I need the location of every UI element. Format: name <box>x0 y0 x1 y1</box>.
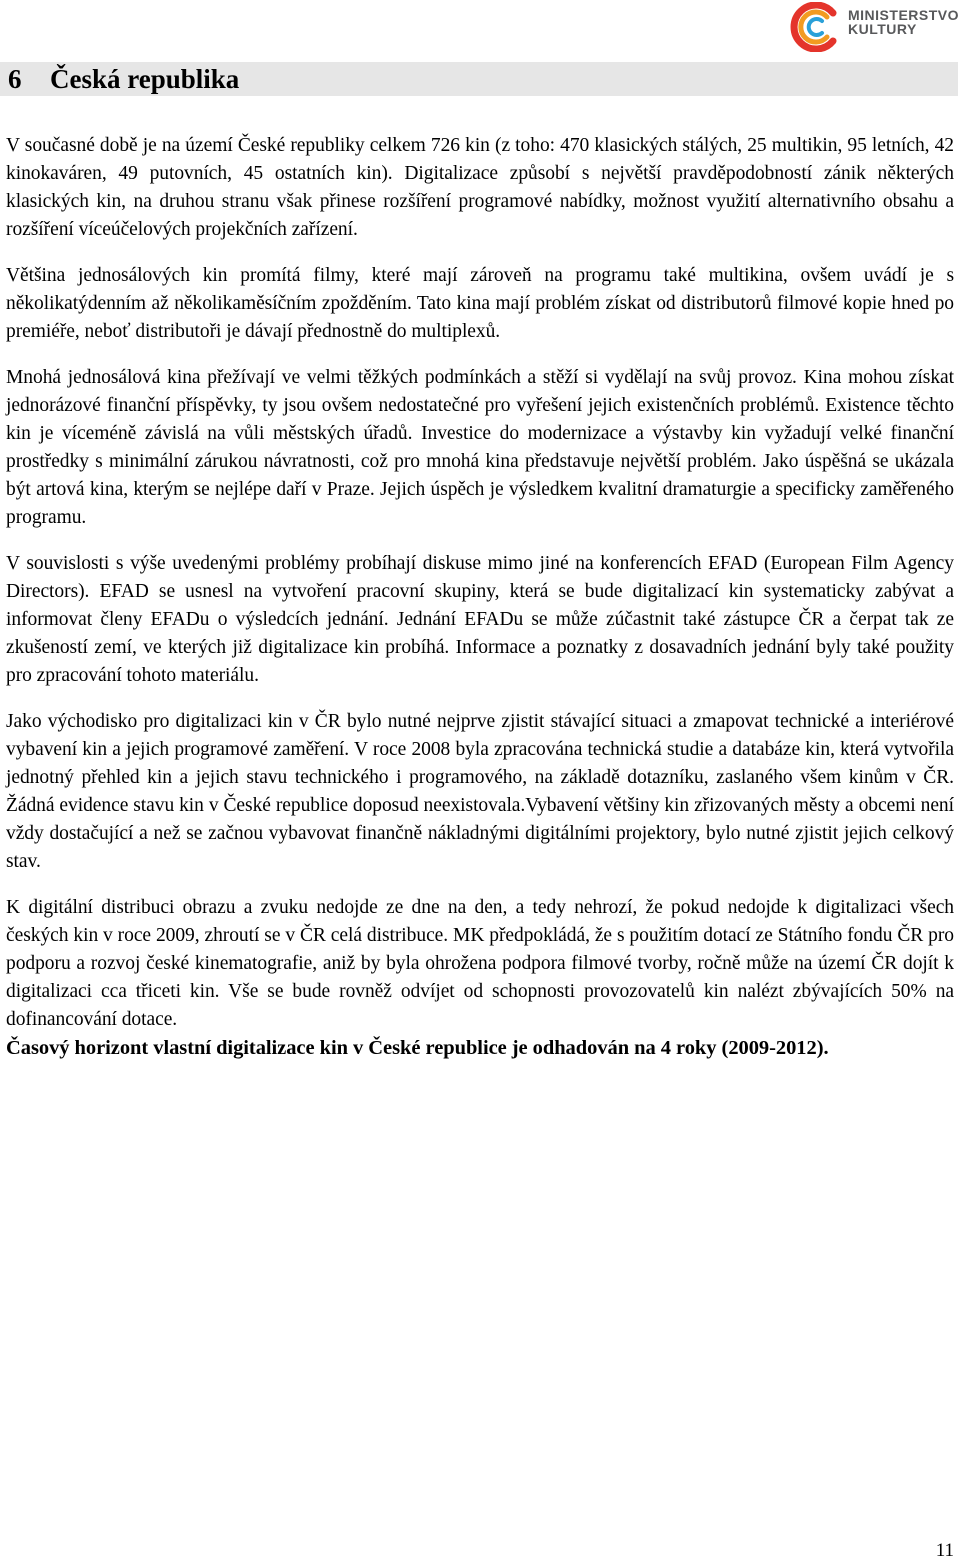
ministry-logo <box>786 0 958 52</box>
paragraph-4: V souvislosti s výše uvedenými problémy probíhají diskuse mimo jiné na konferencích EFAD (European Film Agency Directors). EFAD se usnesl na vytvoření pracovní skupiny, která se bude digitalizací kin systematicky zabývat a informovat členy EFADu o výsledcích jednání. Jednání EFADu se může zúčastnit také zástupce ČR a čerpat tak ze zkušeností zemí, ve kterých již digitalizace kin probíhá. Informace a poznatky z dosavadních jednání byly také použity pro zpracování tohoto materiálu. <box>6 553 954 686</box>
paragraph-5: Jako východisko pro digitalizaci kin v ČR bylo nutné nejprve zjistit stávající situaci a zmapovat technické a interiérové vybavení kin a jejich programové zaměření. V roce 2008 byla zpracována technická studie a databáze kin, která vytvořila jednotný přehled kin a jejich stavu technického i programového, na základě dotazníku, zaslaného všem kinům v ČR. Žádná evidence stavu kin v České republice doposud neexistovala.Vybavení většiny kin zřizovaných městy a obcemi není vždy dostačující a než se začnou vybavovat finančně nákladnými digitálními projektory, bylo nutné zjistit jejich celkový stav. <box>6 711 954 872</box>
ministry-logo-icon <box>786 2 840 52</box>
ministry-logo-text <box>848 8 959 36</box>
paragraph-6: K digitální distribuci obrazu a zvuku nedojde ze dne na den, a tedy nehrozí, že pokud nedojde k digitalizaci všech českých kin v roce 2009, zhroutí se v ČR celá distribuce. MK předpokládá, že s použitím dotací ze Státního fondu ČR pro podporu a rozvoj české kinematografie, aniž by byla ohrožena podpora filmové tvorby, ročně může na území ČR dojít k digitalizaci cca třiceti kin. Vše se bude rovněž odvíjet od schopnosti provozovatelů kin nalézt zbývajících 50% na dofinancování dotace. <box>6 897 954 1030</box>
section-heading <box>8 62 239 96</box>
page-number: 11 <box>935 1540 954 1561</box>
logo-line-2: KULTURY <box>848 21 917 37</box>
document-body <box>6 132 954 1062</box>
paragraph-2: Většina jednosálových kin promítá filmy, které mají zároveň na programu také multikina, ovšem uvádí je s několikatýdenním až několikaměsíčním zpožděním. Tato kina mají problém získat od distributorů filmové kopie hned po premiéře, neboť distributoři je dávají přednostně do multiplexů. <box>6 265 954 342</box>
section-title: Česká republika <box>50 64 240 94</box>
section-number: 6 <box>8 64 22 94</box>
conclusion-paragraph: Časový horizont vlastní digitalizace kin v České republice je odhadován na 4 roky (2009-2012). <box>6 1037 829 1059</box>
logo-line-1: MINISTERSTVO <box>848 7 960 23</box>
paragraph-3: Mnohá jednosálová kina přežívají ve velmi těžkých podmínkách a stěží si vydělají na svůj provoz. Kina mohou získat jednorázové finanční příspěvky, ty jsou ovšem nedostatečné pro vyřešení jejich existenčních problémů. Existence těchto kin je víceméně závislá na vůli městských úřadů. Investice do modernizace a výstavby kin vyžadují velké finanční prostředky s minimální zárukou návratnosti, což pro mnohá kina představuje největší problém. Jako úspěšná se ukázala být artová kina, kterým se nejlépe daří v Praze. Jejich úspěch je výsledkem kvalitní dramaturgie a specificky zaměřeného programu. <box>6 367 954 528</box>
paragraph-1: V současné době je na území České republiky celkem 726 kin (z toho: 470 klasických stálých, 25 multikin, 95 letních, 42 kinokaváren, 49 putovních, 45 ostatních kin). Digitalizace způsobí s největší pravděpodobností zánik některých klasických kin, na druhou stranu však přinese rozšíření programové nabídky, možnost využití alternativního obsahu a rozšíření víceúčelových projekčních zařízení. <box>6 135 954 240</box>
